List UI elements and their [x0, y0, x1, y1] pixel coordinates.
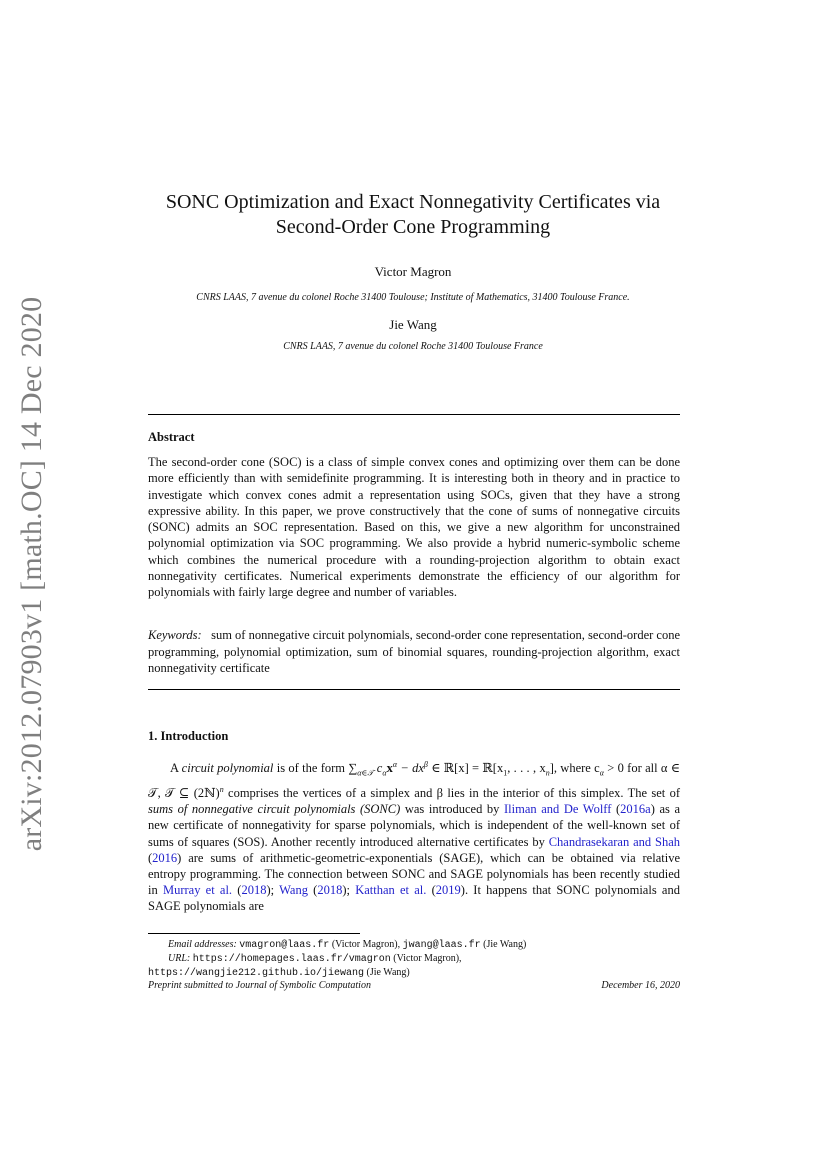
title-line-1: SONC Optimization and Exact Nonnegativity Certificates via [165, 191, 661, 213]
preprint-footer [148, 980, 680, 991]
email-link[interactable]: jwang@laas.fr [402, 940, 481, 951]
author-name: Victor Magron [374, 264, 452, 279]
citation-year-link[interactable]: 2019 [435, 883, 461, 898]
author-affiliation: CNRS LAAS, 7 avenue du colonel Roche 31400 Toulouse France [283, 341, 543, 352]
url-link[interactable]: https://wangjie212.github.io/jiewang [148, 968, 365, 979]
footnote-divider [148, 933, 360, 934]
citation-link[interactable]: Chandrasekaran and Shah [548, 834, 681, 849]
paper-title [120, 190, 706, 240]
author-affiliation: CNRS LAAS, 7 avenue du colonel Roche 31400 Toulouse; Institute of Mathematics, 31400 Toulouse France. [196, 292, 630, 303]
preprint-date: December 16, 2020 [601, 980, 680, 991]
citation-year-link[interactable]: 2016 [152, 850, 178, 865]
keywords-text: sum of nonnegative circuit polynomials, second-order cone representation, second-order cone programming, polynomial optimization, sum of binomial squares, rounding-projection algorithm, exact nonnegativity certificate [148, 628, 681, 675]
footnote-emails: Email addresses: vmagron@laas.fr (Victor Magron), jwang@laas.fr (Jie Wang) [168, 939, 527, 951]
citation-year-link[interactable]: 2018 [317, 883, 343, 898]
keywords-label: Keywords: [148, 628, 202, 642]
abstract-text: The second-order cone (SOC) is a class of simple convex cones and optimizing over them can be done more efficiently than with semidefinite programming. It is interesting both in theory and in practice to investigate which convex cones admit a representation using SOCs, given that they have a strong expressive ability. In this paper, we prove constructively that the cone of sums of nonnegative circuits (SONC) admits an SOC representation. Based on this, we give a new algorithm for unconstrained polynomial optimization via SOC programming. We also provide a hybrid numeric-symbolic scheme which combines the numerical procedure with a rounding-projection algorithm to obtain exact nonnegativity certificates. Numerical experiments demonstrate the efficiency of our algorithm for polynomials with fairly large degree and number of variables. [148, 455, 680, 600]
preprint-journal: Preprint submitted to Journal of Symbolic Computation [148, 980, 371, 991]
section-heading-introduction: 1. Introduction [148, 729, 229, 743]
author-name: Jie Wang [389, 317, 437, 332]
abstract-heading: Abstract [148, 430, 195, 444]
citation-link[interactable]: Wang [279, 883, 308, 898]
url-link[interactable]: https://homepages.laas.fr/vmagron [192, 954, 391, 965]
divider [148, 414, 680, 415]
citation-year-link[interactable]: 2018 [241, 883, 267, 898]
citation-year-link[interactable]: 2016a [620, 802, 651, 817]
title-line-2: Second-Order Cone Programming [275, 216, 551, 238]
citation-link[interactable]: Iliman and De Wolff [504, 802, 612, 817]
footnote-urls-cont: https://wangjie212.github.io/jiewang (Jie Wang) [148, 967, 410, 979]
email-link[interactable]: vmagron@laas.fr [239, 940, 330, 951]
arxiv-identifier-stamp: arXiv:2012.07903v1 [math.OC] 14 Dec 2020 [15, 296, 48, 852]
citation-link[interactable]: Murray et al. [162, 883, 233, 898]
divider [148, 689, 680, 690]
citation-link[interactable]: Katthan et al. [355, 883, 427, 898]
introduction-paragraph: A circuit polynomial is of the form $\sum_{\alpha\in 𝒯}$ $c_\alpha x^\alpha - dx^\beta$ ∈ ℝ[x] = $ℝ[x_1$, . . . , $x_n$], where $c_\alpha > 0$ for all α ∈ 𝒯, 𝒯 ⊆ (2ℕ)$^n$ comprises the vertices of a simplex and β lies in the interior of this simplex. The set of sums of nonnegative circuit polynomials (SONC) was introduced by Iliman and De Wolff (2016a) as a new certificate of nonnegativity for sparse polynomials, which is independent of the well-known set of sums of squares (SOS). Another recently introduced alternative certificates by Chandrasekaran and Shah (2016) are sums of arithmetic-geometric-exponentials (SAGE), which can be obtained via relative entropy programming. The connection between SONC and SAGE polynomials has been recently studied in Murray et al. (2018); Wang (2018); Katthan et al. (2019). It happens that SONC polynomials and SAGE polynomials are [148, 760, 681, 914]
footnote-urls: URL: https://homepages.laas.fr/vmagron (Victor Magron), [168, 953, 462, 965]
keywords-block [148, 627, 680, 677]
